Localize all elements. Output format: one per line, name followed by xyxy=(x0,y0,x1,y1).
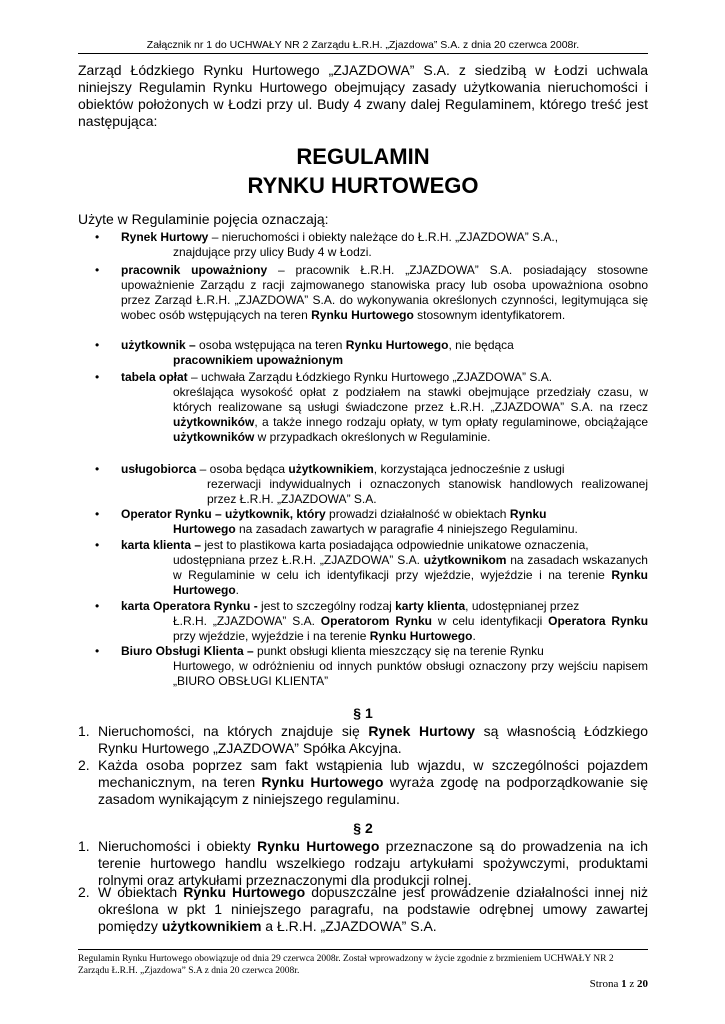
footer-divider xyxy=(78,949,648,950)
definition-text: – pracownik Ł.R.H. „ZJAZDOWA” S.A. posiadający stosowne upoważnienie Zarządu z racji zajmowanego stanowiska pracy lub osoba upoważniona osobno przez Zarząd Ł.R.H. „ZJAZDOWA” S.A. do wykonywania określonych czynności, legitymująca się wobec osób wstępujących na teren xyxy=(121,263,648,322)
definition-bold: użytkowników xyxy=(173,430,255,444)
definition-text: jest to szczególny rodzaj xyxy=(257,599,396,613)
header-note: Załącznik nr 1 do UCHWAŁY NR 2 Zarządu Ł.R.H. „Zjazdowa” S.A. z dnia 20 czerwca 2008r. xyxy=(146,39,580,51)
definition-text: – uchwała Zarządu Łódzkiego Rynku Hurtowego „ZJAZDOWA” S.A. xyxy=(187,370,553,384)
section-2-paragraph-1 xyxy=(78,838,648,889)
definition-item xyxy=(95,599,649,644)
definition-item xyxy=(95,462,648,507)
bullet-icon: • xyxy=(95,599,100,613)
paragraph-text: dopuszczalne jest prowadzenie działalności innej niż określona w pkt 1 niniejszego paragrafu, na podstawie odrębnej umowy zawartej pomiędzy xyxy=(98,884,648,934)
definition-term: karta Operatora Rynku - xyxy=(121,599,258,613)
paragraph-bold: Rynku Hurtowego xyxy=(183,884,306,900)
definition-text: , korzystająca jednocześnie z usługi xyxy=(373,462,565,476)
definition-text: jest to plastikowa karta posiadająca odpowiednie unikatowe oznaczenia, xyxy=(201,538,589,552)
definition-text: , udostępnianej przez xyxy=(465,599,580,613)
bullet-icon: • xyxy=(95,507,100,521)
paragraph-text: W obiektach xyxy=(98,884,184,900)
paragraph-text: wyraża zgodę na podporządkowanie się zasadom wynikającym z niniejszego regulaminu. xyxy=(98,774,649,807)
definition-bold: Rynku Hurtowego xyxy=(173,568,648,597)
definition-text: – nieruchomości i obiekty należące do Ł.R.H. „ZJAZDOWA” S.A., xyxy=(208,230,559,244)
footer-line-1: Regulamin Rynku Hurtowego obowiązuje od dnia 29 czerwca 2008r. Został wprowadzony w życie zgodnie z brzmieniem UCHWAŁY NR 2 xyxy=(78,954,614,964)
definition-bold: karty klienta xyxy=(395,599,466,613)
bullet-icon: • xyxy=(95,462,100,476)
paragraph-bold: Rynku Hurtowego xyxy=(261,774,384,790)
definition-bold: Rynku Hurtowego xyxy=(311,308,414,322)
bullet-icon: • xyxy=(95,230,100,244)
definition-bold: Rynku xyxy=(509,507,547,521)
paragraph-bold: Rynku Hurtowego xyxy=(257,838,380,854)
definition-item xyxy=(95,230,648,260)
intro-paragraph: Zarząd Łódzkiego Rynku Hurtowego „ZJAZDOWA” S.A. z siedzibą w Łodzi uchwala niniejszy Regulamin Rynku Hurtowego obejmujący zasady użytkowania nieruchomości i obiektów położonych w Łodzi przy ul. Budy 4 zwany dalej Regulaminem, którego treść jest następująca: xyxy=(78,62,648,129)
definition-text: określająca wysokość opłat z podziałem na stawki obejmujące przedziały czasu, w których realizowane są usługi świadczone przez Ł.R.H. „ZJAZDOWA” S.A. na rzecz xyxy=(173,385,648,414)
definition-text: znajdujące przy ulicy Budy 4 w Łodzi. xyxy=(173,245,372,259)
definition-text: prowadzi działalność w obiektach xyxy=(325,507,510,521)
paragraph-text: Każda osoba poprzez sam fakt wstąpienia lub wjazdu, w szczególności pojazdem mechanicznym, na teren xyxy=(98,757,648,790)
definition-bold: Hurtowego xyxy=(173,522,236,536)
definition-item xyxy=(95,644,648,689)
definitions-intro: Użyte w Regulaminie pojęcia oznaczają: xyxy=(78,211,329,227)
definition-bold: Operatorom Rynku xyxy=(320,614,433,628)
paragraph-bold: użytkownikiem xyxy=(161,918,262,934)
page-total: 20 xyxy=(637,978,648,990)
definition-text: Hurtowego, w odróżnieniu od innych punktów obsługi oznaczony przy wejściu napisem „BIURO OBSŁUGI KLIENTA” xyxy=(173,659,648,688)
definition-item xyxy=(95,538,648,598)
paragraph-text: Nieruchomości, na których znajduje się xyxy=(98,723,369,739)
paragraph-text: są własnością Łódzkiego Rynku Hurtowego „ZJAZDOWA” Spółka Akcyjna. xyxy=(98,723,648,756)
definition-bold: Operatora Rynku xyxy=(548,614,649,628)
definition-term: usługobiorca xyxy=(121,462,197,476)
bullet-icon: • xyxy=(95,263,100,277)
definition-text: . xyxy=(472,629,476,643)
bullet-icon: • xyxy=(95,538,100,552)
page-prefix: Strona xyxy=(589,978,622,990)
definition-term: Operator Rynku – użytkownik, który xyxy=(121,507,326,521)
definition-bold: Rynku Hurtowego xyxy=(369,629,473,643)
definition-text: na zasadach zawartych w paragrafie 4 niniejszego Regulaminu. xyxy=(235,522,578,536)
definition-text: przy wjeździe, wyjeździe i na terenie xyxy=(173,629,370,643)
definition-term: Rynek Hurtowy xyxy=(121,230,209,244)
definition-term: pracownik upoważniony xyxy=(121,263,268,277)
definition-item xyxy=(95,370,648,445)
title-line-2: RYNKU HURTOWEGO xyxy=(247,173,479,198)
definition-item xyxy=(95,507,648,537)
paragraph-text: Nieruchomości i obiekty xyxy=(98,838,258,854)
page-separator: z xyxy=(626,978,637,990)
title-line-1: REGULAMIN xyxy=(296,144,430,169)
paragraph-number: 1. xyxy=(78,723,90,739)
definition-term: użytkownik – xyxy=(121,338,196,352)
page-number xyxy=(590,978,648,990)
definition-term: tabela opłat xyxy=(121,370,188,384)
section-2-paragraph-2 xyxy=(78,884,648,935)
definition-text: , nie będąca xyxy=(448,338,514,352)
definition-bold: pracownikiem upoważnionym xyxy=(173,353,344,367)
paragraph-number: 2. xyxy=(78,757,90,773)
definition-text: . xyxy=(235,583,240,597)
paragraph-bold: Rynek Hurtowy xyxy=(368,723,476,739)
bullet-icon: • xyxy=(95,338,100,352)
definition-text: osoba wstępująca na teren xyxy=(195,338,346,352)
definition-text: , a także innego rodzaju opłaty, w tym opłaty regulaminowe, obciążające xyxy=(254,415,648,429)
section-1-heading: § 1 xyxy=(353,705,373,721)
paragraph-text: przeznaczone są do prowadzenia na ich terenie hurtowego handlu wszelkiego rodzaju artykułami spożywczymi, produktami rolnymi oraz artykułami przeznaczonymi dla produkcji rolnej. xyxy=(98,838,648,888)
section-1-paragraph-1 xyxy=(78,723,648,757)
definition-text: – osoba będąca xyxy=(196,462,289,476)
footer-line-2: Zarządu Ł.R.H. „Zjazdowa” S.A z dnia 20 czerwca 2008r. xyxy=(78,966,300,976)
definition-bold: użytkownikiem xyxy=(288,462,374,476)
definition-text: Ł.R.H. „ZJAZDOWA” S.A. xyxy=(173,614,321,628)
footer-note xyxy=(78,953,648,977)
definition-text: rezerwacji indywidualnych i oznaczonych stanowisk handlowych realizowanej przez Ł.R.H. „ZJAZDOWA” S.A. xyxy=(207,477,648,506)
definition-text: w celu identyfikacji xyxy=(432,614,549,628)
header-divider xyxy=(78,53,648,54)
section-2-heading: § 2 xyxy=(353,820,373,836)
section-1-paragraph-2 xyxy=(78,757,648,808)
definition-text: udostępniana przez Ł.R.H. „ZJAZDOWA” S.A. xyxy=(173,553,424,567)
definition-text: stosownym identyfikatorem. xyxy=(413,308,566,322)
definition-bold: Rynku Hurtowego xyxy=(345,338,449,352)
definition-term: karta klienta – xyxy=(121,538,202,552)
definition-text: punkt obsługi klienta mieszczący się na terenie Rynku xyxy=(253,644,544,658)
definition-text: na zasadach wskazanych w Regulaminie w celu ich identyfikacji przy wjeździe, wyjeździe i na terenie xyxy=(173,553,648,582)
definition-bold: użytkowników xyxy=(173,415,255,429)
definition-item xyxy=(95,338,648,368)
bullet-icon: • xyxy=(95,370,100,384)
paragraph-number: 1. xyxy=(78,838,90,854)
definition-bold: użytkownikom xyxy=(423,553,507,567)
page-current: 1 xyxy=(621,978,627,990)
bullet-icon: • xyxy=(95,644,100,658)
definition-term: Biuro Obsługi Klienta – xyxy=(121,644,254,658)
definition-item xyxy=(95,263,648,323)
paragraph-number: 2. xyxy=(78,884,90,900)
definition-text: w przypadkach określonych w Regulaminie. xyxy=(254,430,491,444)
paragraph-text: a Ł.R.H. „ZJAZDOWA” S.A. xyxy=(261,918,437,934)
